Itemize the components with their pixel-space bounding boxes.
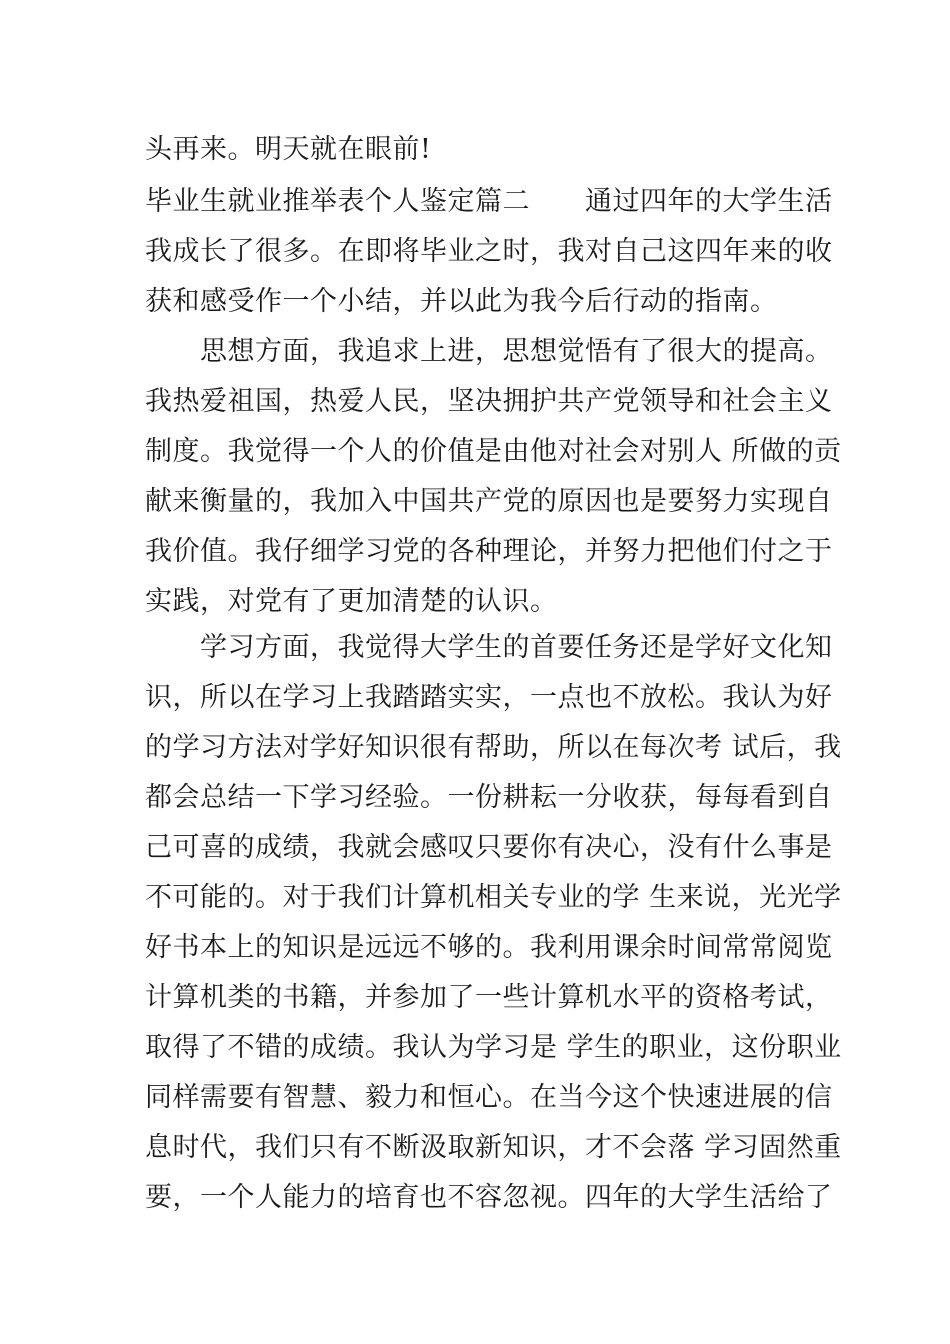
text-line: 我价值。我仔细学习党的各种理论，并努力把他们付之于 xyxy=(145,536,833,567)
text-line: 我热爱祖国，热爱人民，坚决拥护共产党领导和社会主义 xyxy=(145,386,833,417)
text-line: 毕业生就业推举表个人鉴定篇二 通过四年的大学生活 xyxy=(145,186,833,217)
text-line: 不可能的。对于我们计算机相关专业的学 生来说，光光学 xyxy=(145,882,842,913)
text-line: 实践，对党有了更加清楚的认识。 xyxy=(145,586,558,617)
text-line: 献来衡量的，我加入中国共产党的原因也是要努力实现自 xyxy=(145,486,833,517)
text-line: 好书本上的知识是远远不够的。我利用课余时间常常阅览 xyxy=(145,932,833,963)
text-line: 同样需要有智慧、毅力和恒心。在当今这个快速进展的信 xyxy=(145,1082,833,1113)
text-line: 思想方面，我追求上进，思想觉悟有了很大的提高。 xyxy=(145,336,833,367)
text-line: 己可喜的成绩，我就会感叹只要你有决心，没有什么事是 xyxy=(145,832,833,863)
text-line: 要，一个人能力的培育也不容忽视。四年的大学生活给了 xyxy=(145,1182,833,1213)
text-line: 学习方面，我觉得大学生的首要任务还是学好文化知 xyxy=(145,632,833,663)
text-line: 制度。我觉得一个人的价值是由他对社会对别人 所做的贡 xyxy=(145,436,842,467)
text-line: 取得了不错的成绩。我认为学习是 学生的职业，这份职业 xyxy=(145,1032,842,1063)
text-line: 息时代，我们只有不断汲取新知识，才不会落 学习固然重 xyxy=(145,1132,842,1163)
text-line: 我成长了很多。在即将毕业之时，我对自己这四年来的收 xyxy=(145,236,833,267)
text-line: 计算机类的书籍，并参加了一些计算机水平的资格考试， xyxy=(145,982,833,1013)
text-line: 的学习方法对学好知识很有帮助，所以在每次考 试后，我 xyxy=(145,732,842,763)
text-line: 识，所以在学习上我踏踏实实，一点也不放松。我认为好 xyxy=(145,682,833,713)
text-line: 获和感受作一个小结，并以此为我今后行动的指南。 xyxy=(145,286,778,317)
text-line: 都会总结一下学习经验。一份耕耘一分收获，每每看到自 xyxy=(145,782,833,813)
text-line: 头再来。明天就在眼前! xyxy=(145,134,432,165)
